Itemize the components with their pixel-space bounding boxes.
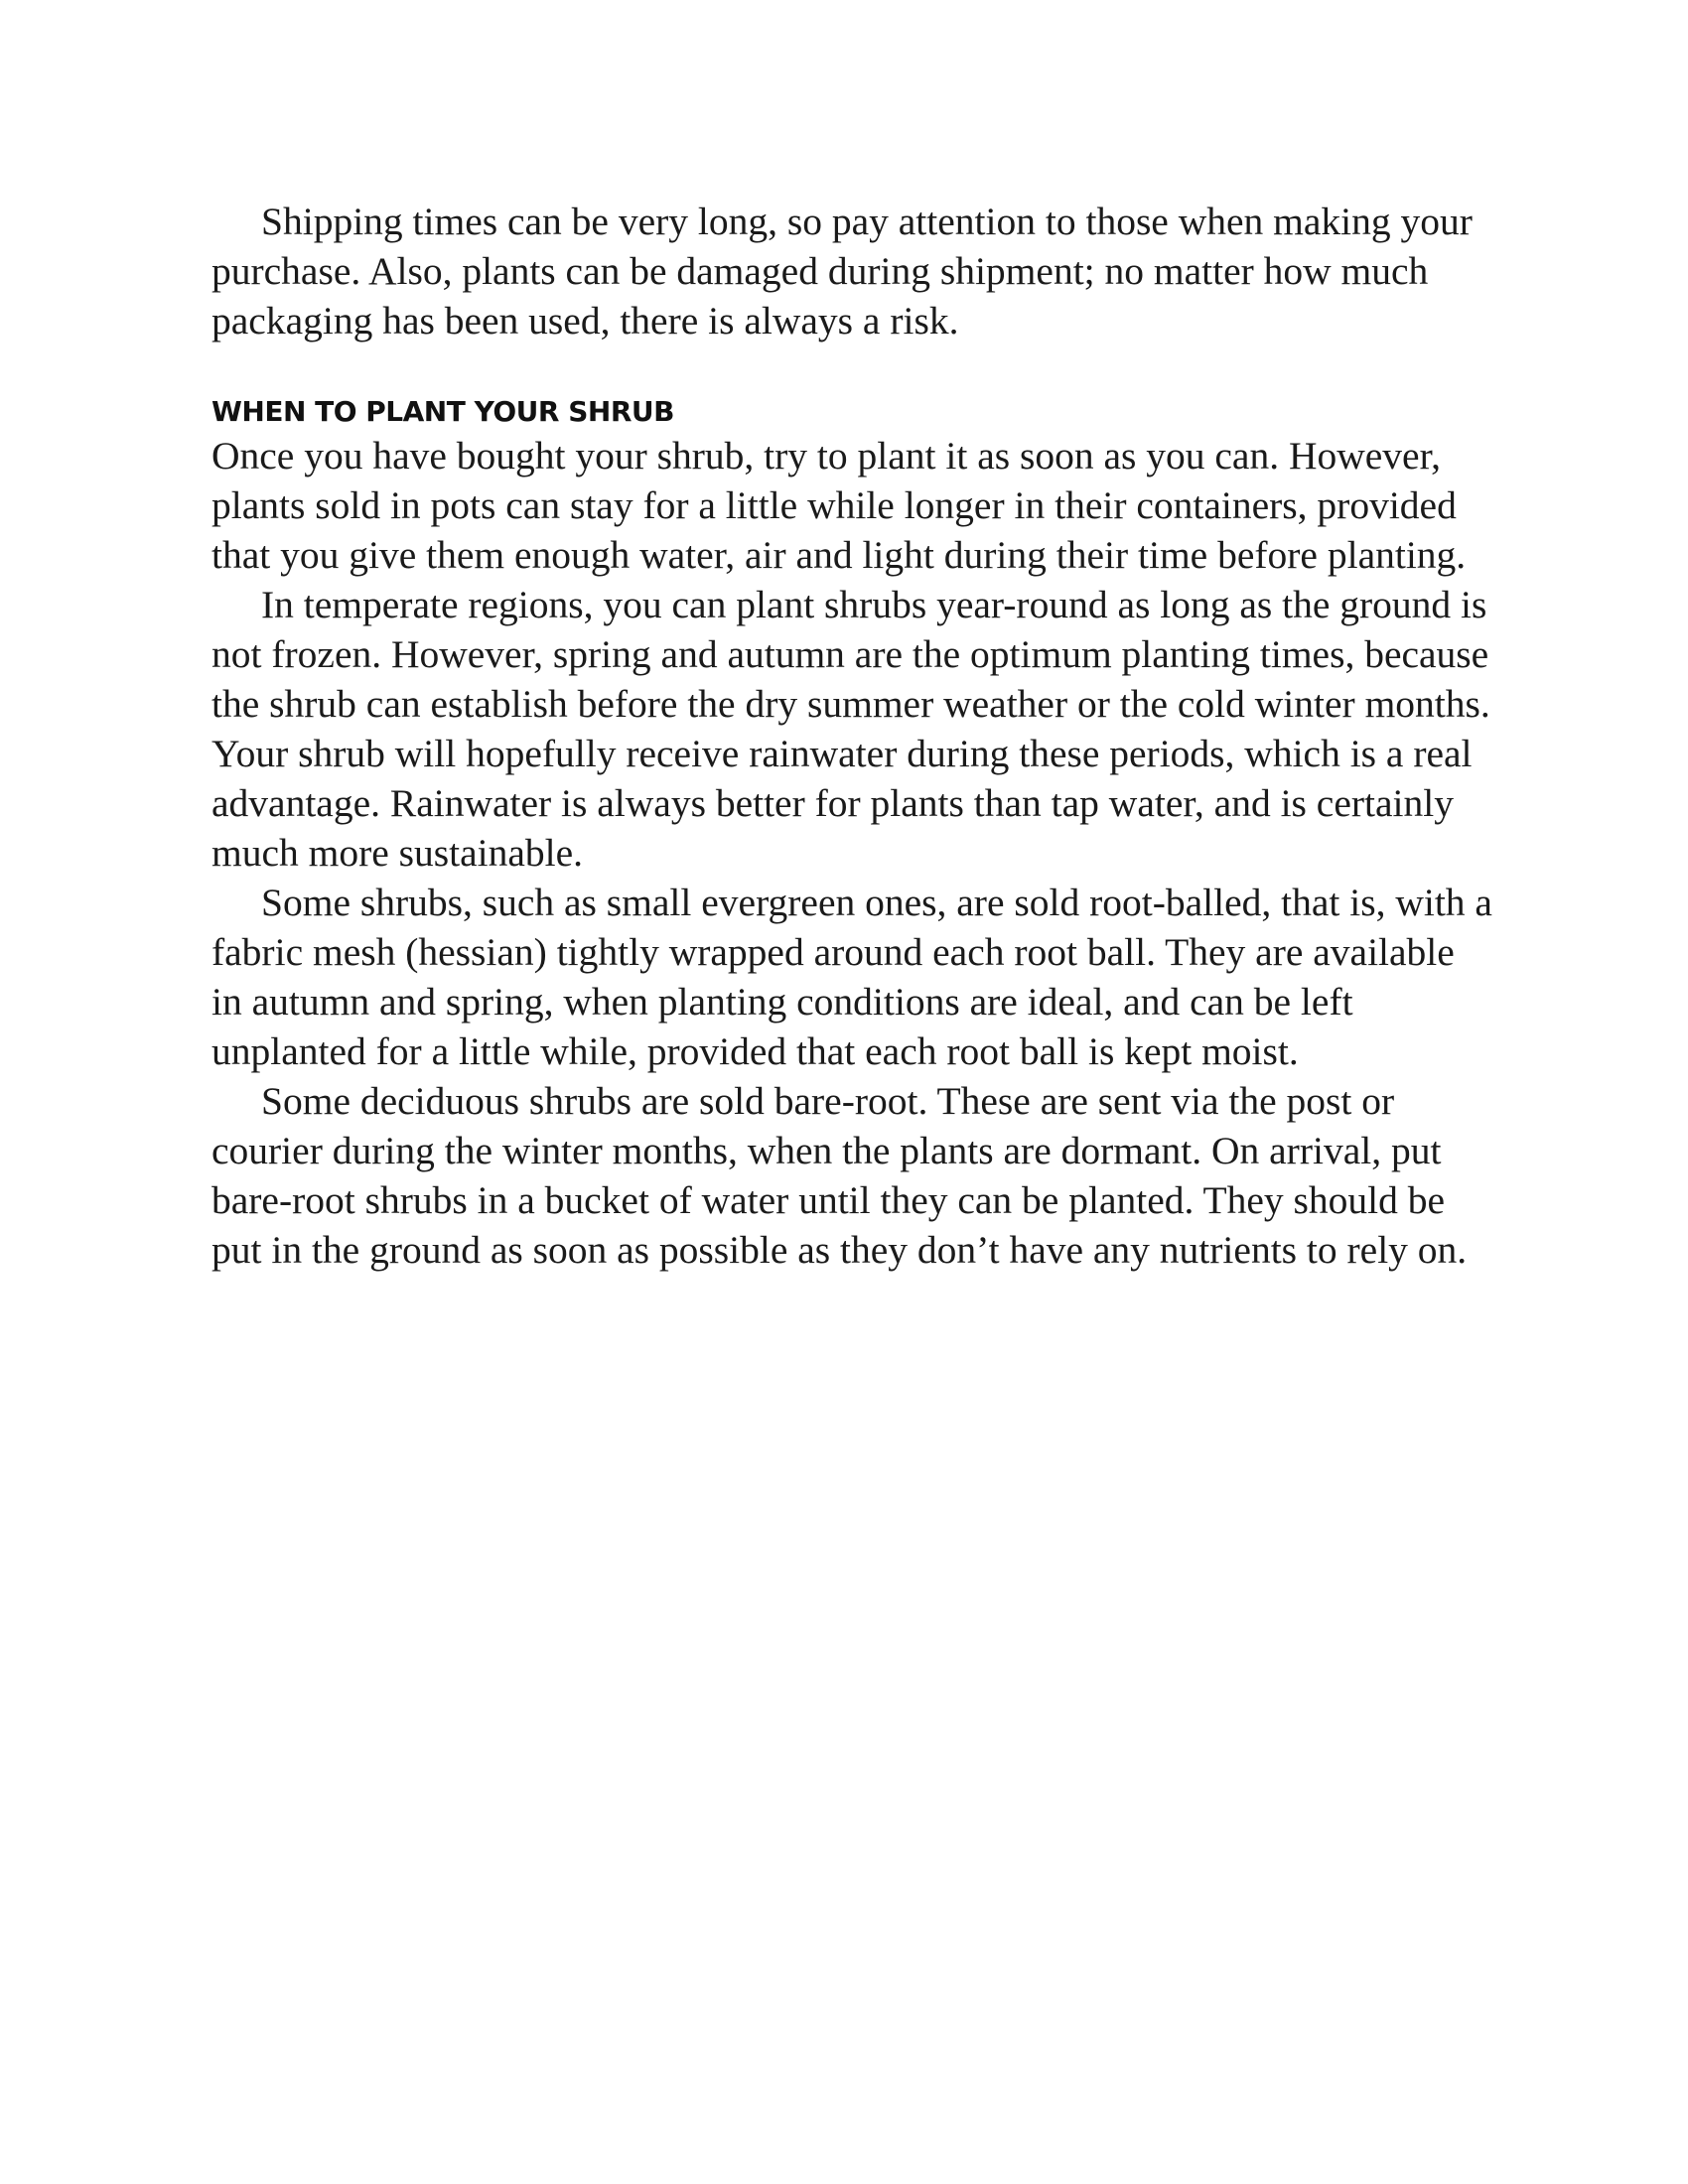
intro-paragraph: Shipping times can be very long, so pay attention to those when making your purchase. Also, plants can be damaged during shipment; no matter how much packaging has been used, there is always a risk. [211, 200, 1473, 342]
section-heading: WHEN TO PLANT YOUR SHRUB [211, 395, 674, 428]
body-paragraph-2: In temperate regions, you can plant shrubs year-round as long as the ground is not frozen. However, spring and autumn are the optimum planting times, because the shrub can establish before the dry summer weather or the cold winter months. Your shrub will hopefully receive rainwater during these periods, which is a real advantage. Rainwater is always better for plants than tap water, and is certainly much more sustainable. [211, 583, 1490, 875]
document-page [211, 197, 1492, 1275]
body-paragraph-1: Once you have bought your shrub, try to plant it as soon as you can. However, plants sold in pots can stay for a little while longer in their containers, provided that you give them enough water, air and light during their time before planting. [211, 434, 1467, 577]
body-paragraph-3: Some shrubs, such as small evergreen ones, are sold root-balled, that is, with a fabric mesh (hessian) tightly wrapped around each root ball. They are available in autumn and spring, when planting conditions are ideal, and can be left unplanted for a little while, provided that each root ball is kept moist. [211, 881, 1492, 1073]
body-paragraph-4: Some deciduous shrubs are sold bare-root. These are sent via the post or courier during the winter months, when the plants are dormant. On arrival, put bare-root shrubs in a bucket of water until they can be planted. They should be put in the ground as soon as possible as they don’t have any nutrients to rely on. [211, 1079, 1468, 1272]
